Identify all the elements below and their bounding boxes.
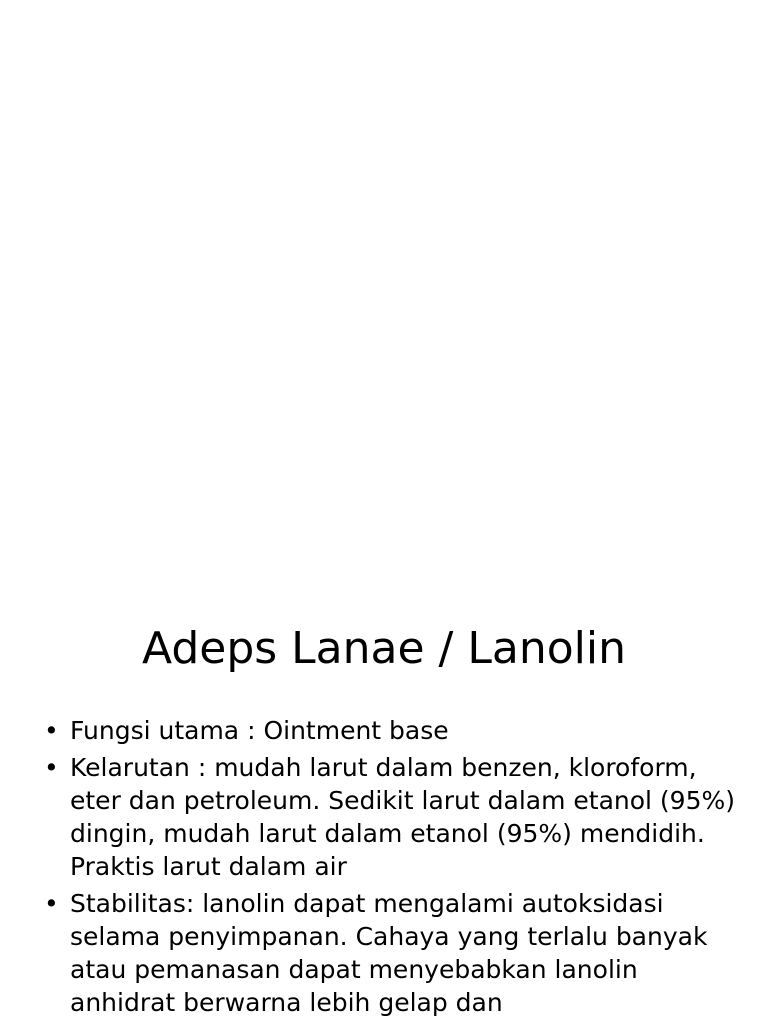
bullet-item-solubility [44,751,744,883]
bullet-icon: • [44,716,59,745]
bullet-icon: • [44,753,59,782]
slide-title: Adeps Lanae / Lanolin [142,623,626,674]
bullet-text: Fungsi utama : Ointment base [70,716,449,745]
bullet-text: Stabilitas: lanolin dapat mengalami autoksidasi selama penyimpanan. Cahaya yang terlalu banyak atau pemanasan dapat menyebabkan lanolin anhidrat berwarna lebih gelap dan [70,889,708,1017]
bullet-item-stability [44,887,744,1019]
bullet-list [44,714,744,1023]
bullet-text: Kelarutan : mudah larut dalam benzen, kloroform, eter dan petroleum. Sedikit larut dalam etanol (95%) dingin, mudah larut dalam etanol (95%) mendidih. Praktis larut dalam air [70,753,736,881]
bullet-icon: • [44,889,59,918]
bullet-item-function [44,714,744,747]
